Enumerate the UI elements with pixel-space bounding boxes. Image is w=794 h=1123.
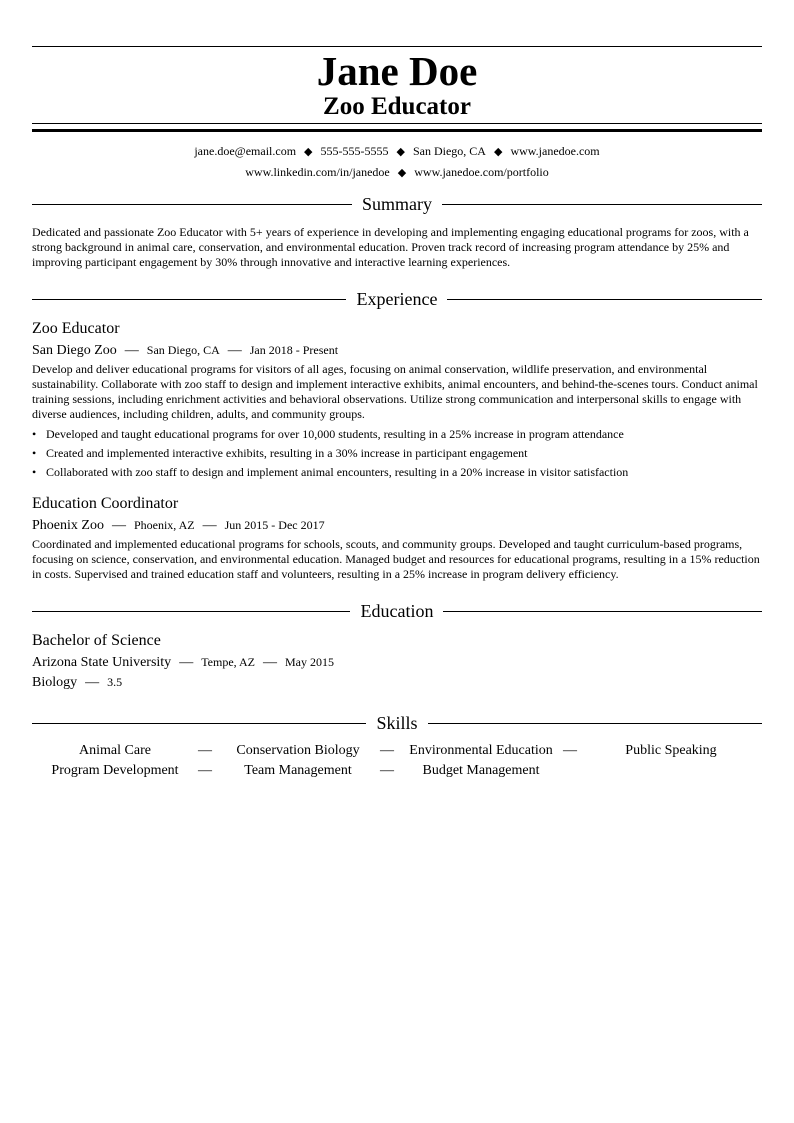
- dash-separator: —: [179, 655, 194, 670]
- job-dates: Jan 2018 - Present: [249, 343, 339, 357]
- summary-text: Dedicated and passionate Zoo Educator with 5+ years of experience in developing and implementing engaging educational programs for zoos, with a strong background in animal care, conservation, and environmental education. Proven track record of increasing program attendance by 25% and improving participant engagement by 30% through innovative and interactive learning experiences.: [32, 225, 749, 269]
- bullet-text: Collaborated with zoo staff to design and implement animal encounters, resulting in a 20% increase in visitor satisfaction: [46, 465, 629, 479]
- diamond-icon: ◆: [396, 146, 405, 158]
- contact-email[interactable]: jane.doe@email.com: [194, 144, 297, 158]
- list-item: [32, 463, 762, 482]
- dash-separator: —: [198, 763, 212, 778]
- skills-heading-text: Skills: [366, 713, 427, 733]
- top-divider: [32, 46, 762, 47]
- list-item: [32, 444, 762, 463]
- job-description: Coordinated and implemented educational programs for schools, scouts, and community groups. Developed and taught curriculum-based programs, focusing on science, conservation, and environmental education. Managed budget and resources for educational programs, resulting in a 15% reduction in costs. Supervised and trained education staff and volunteers, resulting in a 25% increase in program delivery efficiency.: [32, 537, 760, 581]
- contact-website[interactable]: www.janedoe.com: [510, 144, 600, 158]
- field-of-study: Biology: [32, 675, 78, 690]
- job-location: San Diego, CA: [146, 343, 220, 357]
- bullet-icon: •: [32, 446, 37, 460]
- contact-linkedin[interactable]: www.linkedin.com/in/janedoe: [245, 165, 390, 179]
- job-meta: [32, 341, 338, 360]
- candidate-name: Jane Doe: [316, 48, 478, 94]
- job-description: Develop and deliver educational programs for visitors of all ages, focusing on animal conservation, wildlife preservation, and environmental sustainability. Collaborate with zoo staff to design and implement interactive exhibits, animal encounters, and behind-the-scenes tours. Conduct animal training sessions, including enrichment activities and behavioral observations. Utilize strong communication and interpersonal skills to engage with diverse audiences, including children, adults, and community groups.: [32, 362, 758, 421]
- skill-item: Public Speaking: [625, 743, 717, 758]
- dash-separator: —: [227, 343, 242, 358]
- bullet-text: Created and implemented interactive exhibits, resulting in a 30% increase in participant engagement: [46, 446, 528, 460]
- graduation-date: May 2015: [285, 655, 334, 669]
- bullet-text: Developed and taught educational programs for over 10,000 students, resulting in a 25% increase in program attendance: [46, 427, 624, 441]
- summary-heading: [32, 193, 762, 217]
- diamond-icon: ◆: [304, 146, 313, 158]
- bullet-icon: •: [32, 427, 37, 441]
- dash-separator: —: [263, 655, 277, 670]
- dash-separator: —: [198, 743, 212, 758]
- diamond-icon: ◆: [493, 146, 503, 158]
- dash-separator: —: [380, 763, 394, 778]
- contact-phone[interactable]: 555-555-5555: [320, 144, 389, 158]
- job-company: Phoenix Zoo: [32, 518, 104, 533]
- education-heading-text: Education: [351, 601, 444, 621]
- gpa: 3.5: [107, 675, 123, 689]
- skill-item: Budget Management: [422, 763, 540, 778]
- job-location: Phoenix, AZ: [133, 518, 195, 532]
- skill-item: Conservation Biology: [236, 743, 360, 758]
- bullet-icon: •: [32, 465, 37, 479]
- diamond-icon: ◆: [397, 167, 407, 179]
- dash-separator: —: [380, 743, 394, 758]
- contact-portfolio[interactable]: www.janedoe.com/portfolio: [414, 165, 549, 179]
- dash-separator: —: [111, 518, 126, 533]
- dash-separator: —: [124, 343, 139, 358]
- contact-line-2: [32, 164, 762, 181]
- skills-row: [32, 762, 762, 782]
- contact-line-1: [32, 143, 762, 160]
- experience-heading-text: Experience: [347, 289, 448, 309]
- summary-heading-text: Summary: [352, 194, 442, 214]
- job-meta: [32, 516, 325, 535]
- degree: Bachelor of Science: [32, 632, 161, 649]
- job-title: Education Coordinator: [32, 495, 179, 512]
- dash-separator: —: [85, 675, 100, 690]
- dash-separator: —: [563, 743, 577, 758]
- job-title: Zoo Educator: [32, 320, 120, 337]
- candidate-title: Zoo Educator: [323, 93, 471, 120]
- contact-location: San Diego, CA: [412, 144, 486, 158]
- skill-item: Team Management: [244, 763, 352, 778]
- school-meta: [32, 653, 334, 672]
- skills-heading: [32, 712, 762, 736]
- job-company: San Diego Zoo: [32, 343, 117, 358]
- dash-separator: —: [202, 518, 217, 533]
- job-bullets: [32, 425, 762, 482]
- field-meta: [32, 673, 122, 692]
- skill-item: Animal Care: [79, 743, 151, 758]
- skill-item: Program Development: [51, 763, 179, 778]
- school-name: Arizona State University: [32, 655, 172, 670]
- school-location: Tempe, AZ: [201, 655, 255, 669]
- header-divider-thick: [32, 129, 762, 132]
- job-dates: Jun 2015 - Dec 2017: [224, 518, 325, 532]
- skill-item: Environmental Education: [409, 743, 553, 758]
- skills-row: [32, 742, 762, 762]
- header-divider-thin: [32, 123, 762, 124]
- experience-heading: [32, 288, 762, 312]
- list-item: [32, 425, 762, 444]
- education-heading: [32, 600, 762, 624]
